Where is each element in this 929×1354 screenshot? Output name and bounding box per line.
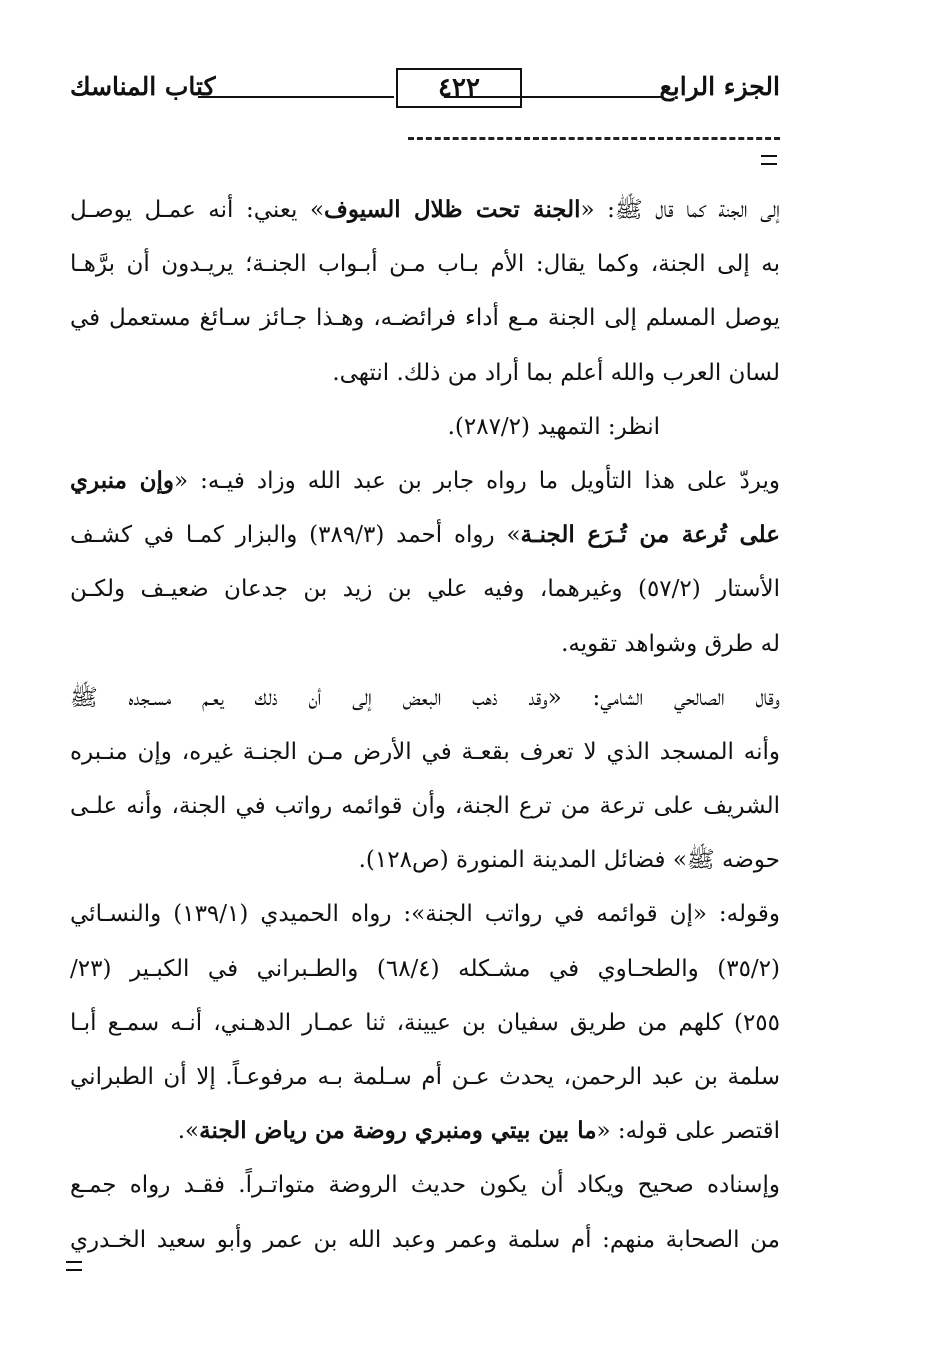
text-run: يوصل المسلم إلى الجنة مـع أداء فرائضـه، وهـذا جـائز سـائغ مستعمل في <box>70 305 780 332</box>
text-run: وإسناده صحيح ويكاد أن يكون حديث الروضة متواتـراً. فقـد رواه جمـع <box>70 1172 780 1199</box>
hadith-quote: على تُرعة من تُـرَع الجنـة <box>520 521 780 549</box>
text-line <box>70 562 780 616</box>
text-run: من الصحابة منهم: أم سلمة وعمر وعبد الله بن عمر وأبو سعيد الخـدري <box>70 1226 780 1253</box>
text-run: إلى الجنة كما قال ﷺ: « <box>580 197 780 223</box>
text-run: (٣٥/٢) والطحـاوي في مشـكله (٦٨/٤) والطـبراني في الكبـير (٢٣/ <box>70 955 780 982</box>
text-run: له طرق وشواهد تقويه. <box>561 630 780 657</box>
text-run: به إلى الجنة، وكما يقال: الأم بـاب مـن أبـواب الجنـة؛ يريـدون أن برَّهـا <box>70 251 780 278</box>
text-run: اقتصر على قوله: « <box>596 1118 780 1145</box>
text-run: الأستار (٥٧/٢) وغيرهما، وفيه علي بن زيد بن جدعان ضعيـف ولكـن <box>70 576 780 603</box>
header-rule-left <box>198 96 394 98</box>
text-run: ٢٥٥) كلهم من طريق سفيان بن عيينة، ثنا عمـار الدهـني، أنـه سمـع أبـا <box>70 1009 780 1036</box>
text-line <box>70 1050 780 1104</box>
book-title: كتاب المناسك <box>70 72 216 101</box>
text-line <box>70 725 780 779</box>
text-line <box>70 346 780 400</box>
text-line <box>70 833 780 887</box>
text-line <box>70 237 780 291</box>
text-line <box>70 508 780 562</box>
text-line <box>70 779 780 833</box>
text-run: ». <box>177 1118 200 1145</box>
continuation-mark-top <box>761 155 777 165</box>
text-line <box>70 183 780 237</box>
hadith-quote: ما بين بيتي ومنبري روضة من رياض الجنة <box>199 1117 597 1145</box>
footnote-text <box>70 183 780 1267</box>
text-line <box>70 996 780 1050</box>
text-run: الشريف على ترعة من ترع الجنة، وأن قوائمه رواتب في الجنة، وأنه علـى <box>70 793 780 820</box>
footnote-separator <box>408 137 780 140</box>
text-line <box>70 454 780 508</box>
volume-label: الجزء الرابع <box>659 72 780 101</box>
text-run: سلمة بن عبد الرحمن، يحدث عـن أم سـلمة بـه مرفوعـاً. إلا أن الطبراني <box>70 1064 780 1090</box>
continuation-mark-bottom <box>66 1261 82 1271</box>
text-run: وأنه المسجد الذي لا تعرف بقعـة في الأرض مـن الجنـة غيره، وإن منـبره <box>70 738 780 765</box>
text-line <box>70 1158 780 1212</box>
text-run: » يعني: أنه عمـل يوصـل <box>70 197 325 223</box>
text-run: لسان العرب والله أعلم بما أراد من ذلك. انتهى. <box>332 359 780 386</box>
hadith-quote: الجنة تحت ظلال السيوف <box>324 196 581 223</box>
text-run: » رواه أحمد (٣٨٩/٣) والبزار كمـا في كشـف <box>70 522 521 549</box>
page-header <box>70 68 780 116</box>
text-run: انظر: التمهيد (٢٨٧/٢). <box>447 413 660 440</box>
text-line <box>70 291 780 345</box>
text-run: وقال الصالحي الشامي: «وقد ذهب البعض إلى أن ذلك يعـم مسـجده ﷺ <box>70 684 780 711</box>
text-run: حوضه ﷺ» فضائل المدينة المنورة (ص١٢٨). <box>358 847 780 874</box>
text-line <box>70 671 780 725</box>
text-line <box>70 400 780 454</box>
text-line <box>70 942 780 996</box>
page-number: ٤٢٢ <box>396 68 522 108</box>
text-line <box>70 1104 780 1158</box>
hadith-quote: وإن منبري <box>70 466 174 494</box>
text-line <box>70 1213 780 1267</box>
text-line <box>70 617 780 671</box>
text-line <box>70 887 780 941</box>
text-run: ويردّ على هذا التأويل ما رواه جابر بن عبد الله وزاد فيـه: « <box>174 467 780 494</box>
text-run: وقوله: «إن قوائمه في رواتب الجنة»: رواه الحميدي (١٣٩/١) والنسـائي <box>70 901 780 928</box>
